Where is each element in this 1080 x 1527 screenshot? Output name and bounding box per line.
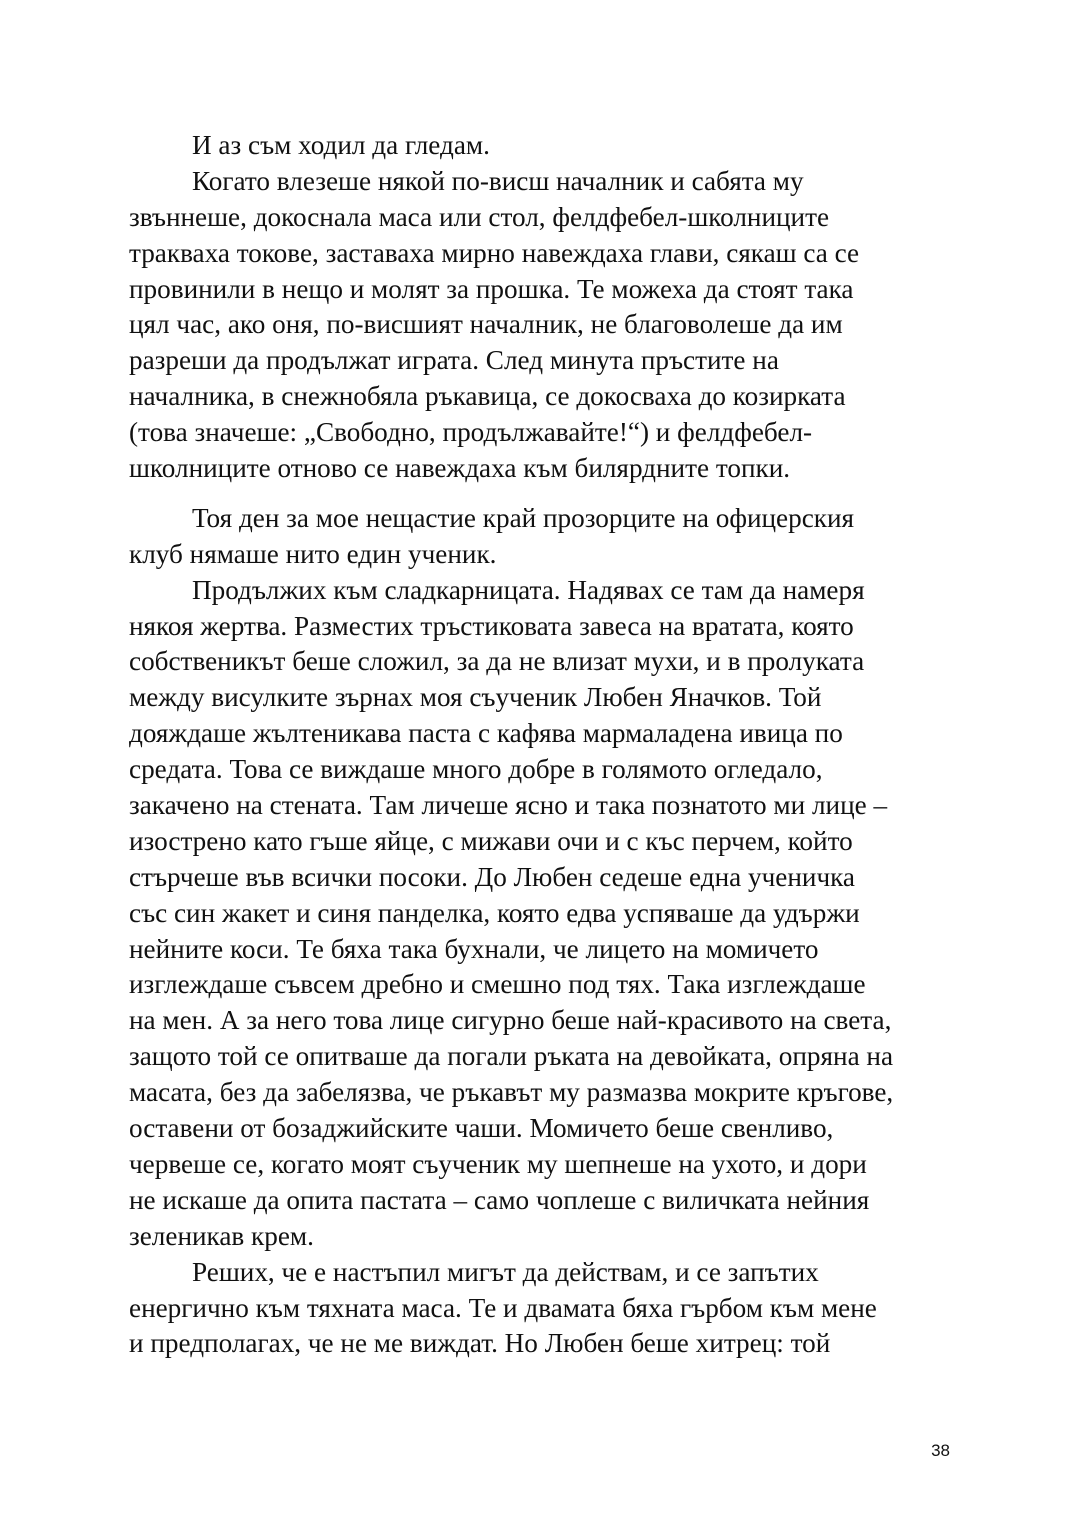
paragraph-line: звъннеше, докоснала маса или стол, фелдфебел-школниците [129,201,830,232]
paragraph-line: изглеждаше съвсем дребно и смешно под тях. Така изглеждаше [129,969,866,1000]
text-body [129,128,959,1362]
paragraph-line: закачено на стената. Там личеше ясно и така познатото ми лице – [129,790,888,821]
paragraph-line: тракваха токове, заставаха мирно навеждаха глави, сякаш са се [129,237,860,268]
paragraph-line: Когато влезеше някой по-висш началник и сабята му [192,165,804,196]
paragraph-line: изострено като гъше яйце, с мижави очи и с къс перчем, който [129,825,853,856]
paragraph-line: Реших, че е настъпил мигът да действам, и се запътих [192,1256,819,1287]
paragraph-line: средата. Това се виждаше много добре в голямото огледало, [129,754,823,785]
paragraph-line: между висулките зърнах моя съученик Любен Яначков. Той [129,682,822,713]
paragraph-line: не искаше да опита пастата – само чоплеше с виличката нейния [129,1184,870,1215]
paragraph-line: Продължих към сладкарницата. Надявах се там да намеря [192,574,865,605]
paragraph-line: (това значеше: „Свободно, продължавайте!“) и фелдфебел- [129,417,813,448]
page-number: 38 [931,1441,950,1460]
paragraph-line: на мен. А за него това лице сигурно беше най-красивото на света, [129,1005,892,1036]
paragraph-line: провинили в нещо и молят за прошка. Те можеха да стоят така [129,273,854,304]
paragraph-line: масата, без да забелязва, че ръкавът му размазва мокрите кръгове, [129,1077,894,1108]
paragraph-line: оставени от бозаджийските чаши. Момичето беше свенливо, [129,1113,834,1144]
paragraph-line: стърчеше във всички посоки. До Любен седеше една ученичка [129,861,855,892]
paragraph-line: Тоя ден за мое нещастие край прозорците на офицерския [192,502,855,533]
paragraph-line: дояждаше жълтеникава паста с кафява мармаладена ивица по [129,718,843,749]
paragraph-line: нейните коси. Те бяха така бухнали, че лицето на момичето [129,933,819,964]
paragraph-line: собственикът беше сложил, за да не влизат мухи, и в пролуката [129,646,865,677]
paragraph-line: защото той се опитваше да погали ръката на девойката, опряна на [129,1041,894,1072]
paragraph-line: и предполагах, че не ме виждат. Но Любен беше хитрец: той [129,1328,831,1359]
paragraph-line: енергично към тяхната маса. Те и двамата бяха гърбом към мене [129,1292,877,1323]
paragraph-line: началника, в снежнобяла ръкавица, се докосваха до козирката [129,381,846,412]
paragraph-line: разреши да продължат играта. След минута пръстите на [129,345,779,376]
paragraph-line: И аз съм ходил да гледам. [192,130,490,160]
paragraph-line: школниците отново се навеждаха към билярдните топки. [129,453,791,484]
paragraph-line: клуб нямаше нито един ученик. [129,538,497,569]
paragraph-line: цял час, ако оня, по-висшият началник, не благоволеше да им [129,309,843,340]
paragraph-line: със син жакет и синя панделка, която едва успяваше да удържи [129,897,860,928]
paragraph-line: зеленикав крем. [129,1220,314,1251]
paragraph-line: червеше се, когато моят съученик му шепнеше на ухото, и дори [129,1148,867,1179]
paragraph-line: някоя жертва. Разместих тръстиковата завеса на вратата, която [129,610,854,641]
